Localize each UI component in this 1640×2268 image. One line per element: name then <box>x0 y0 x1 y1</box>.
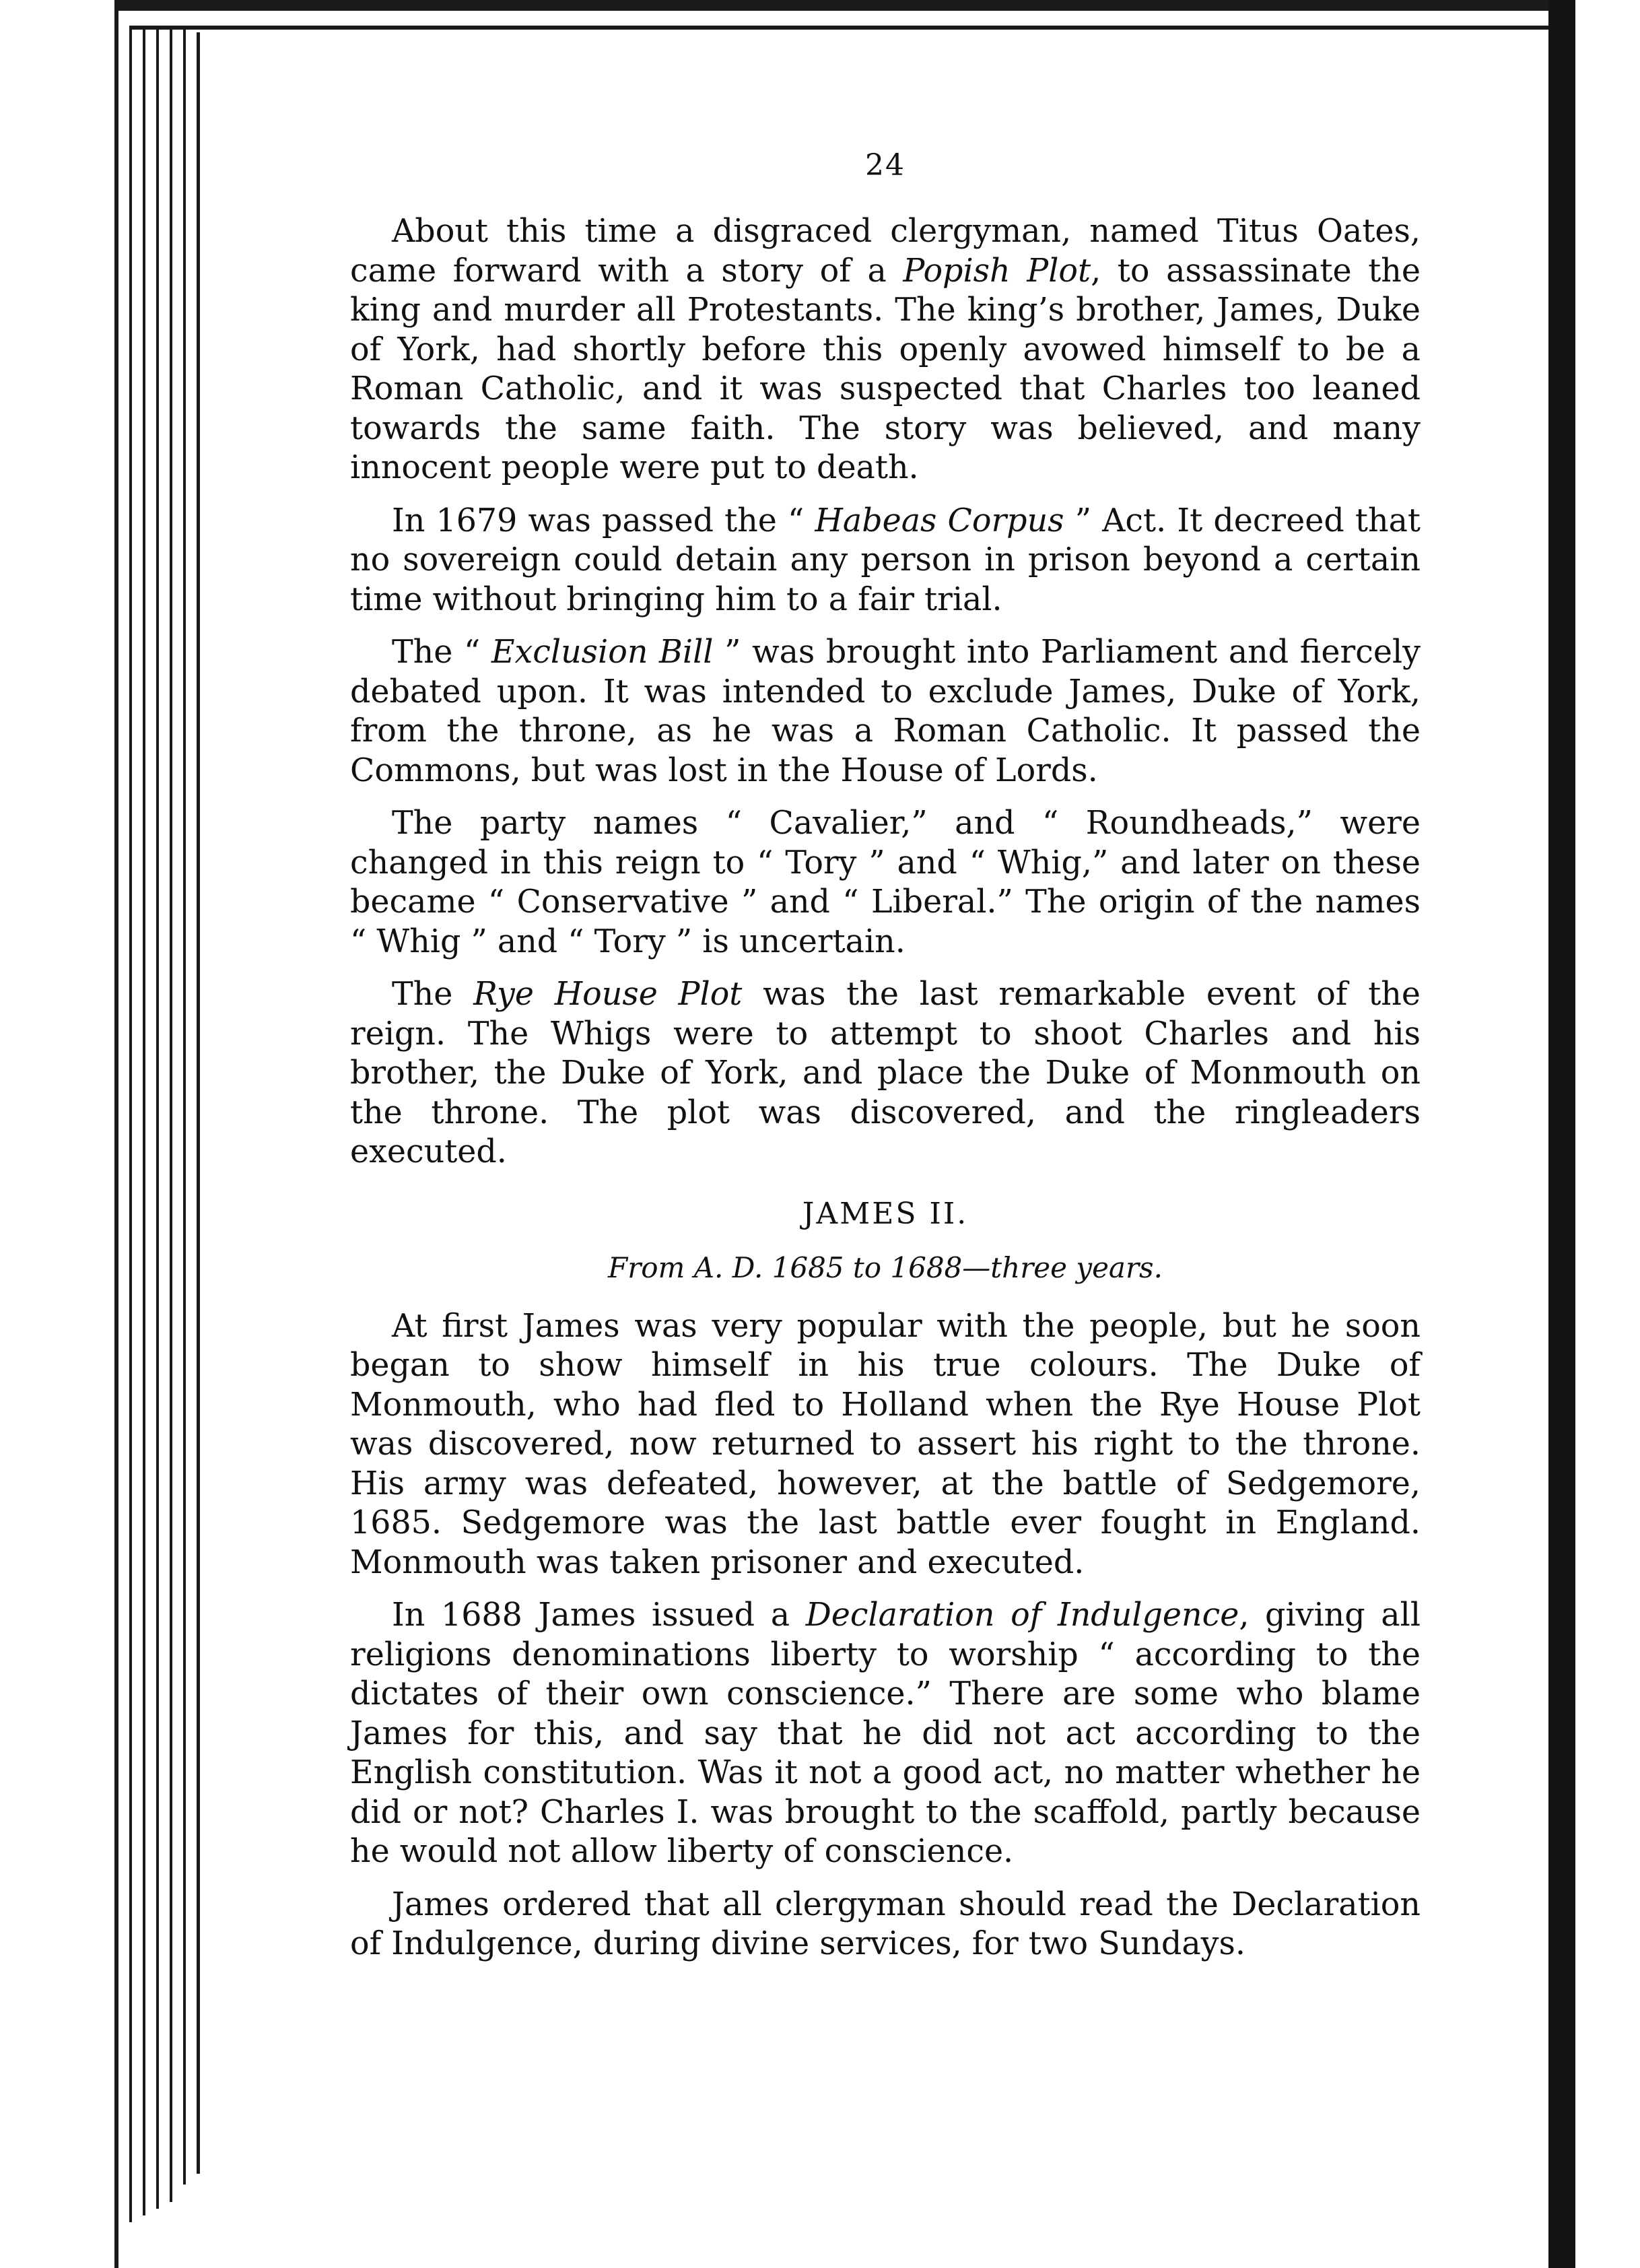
section-subheading: From A. D. 1685 to 1688—three years. <box>608 1250 1163 1284</box>
text-run: About this time a disgraced clergyman, named Titus Oates, came forward with a story of a <box>350 213 1421 290</box>
paragraph <box>350 1886 1421 1964</box>
text-run: At first James was very popular with the people, but he soon began to show himself in his true colours. The Duke of Monmouth, who had fled to Holland when the Rye House Plot was discovered, now returned to assert his right to the throne. His army was defeated, however, at the battle of Sedgemore, 1685. Sedgemore was the last battle ever fought in England. Monmouth was taken prisoner and executed. <box>350 1307 1421 1581</box>
page-top-edge <box>114 0 1562 11</box>
italic-phrase: Popish Plot <box>903 252 1091 290</box>
text-run: The <box>392 976 474 1013</box>
text-run: In 1688 James issued a <box>392 1597 806 1634</box>
text-run: , giving all religions denominations liberty to worship “ according to the dictates of their own conscience.” There are some who blame James for this, and say that he did not act according to the English constitution. Was it not a good act, no matter whether he did or not? Charles I. was brought to the scaffold, partly because he would not allow liberty of conscience. <box>350 1597 1421 1870</box>
page-edge <box>114 0 118 2268</box>
paragraphs-after <box>350 1307 1421 1964</box>
paragraph <box>350 804 1421 962</box>
section-heading: JAMES II. <box>802 1196 969 1231</box>
text-run: In 1679 was passed the “ <box>392 502 815 539</box>
paragraph <box>350 502 1421 620</box>
italic-phrase: Habeas Corpus <box>815 502 1064 539</box>
italic-phrase: Exclusion Bill <box>491 634 714 671</box>
paragraph <box>350 1307 1421 1583</box>
paragraph <box>350 1596 1421 1872</box>
page-number: 24 <box>865 148 906 182</box>
text-run: The “ <box>392 634 491 671</box>
page-edge <box>197 32 200 2174</box>
page-top-edge-inner <box>129 26 1562 30</box>
page-edge <box>156 27 159 2209</box>
italic-phrase: Declaration of Indulgence <box>805 1597 1239 1634</box>
page-edge <box>170 27 172 2202</box>
text-run: ” was brought into Parliament and fiercely debated upon. It was intended to exclude James, Duke of York, from the throne, as he was a Roman Catholic. It passed the Commons, but was lost in the House of Lords. <box>350 634 1421 789</box>
paragraph <box>350 975 1421 1172</box>
text-run: ” Act. It decreed that no sovereign could detain any person in prison beyond a certain time without bringing him to a fair trial. <box>350 502 1421 618</box>
page-edge <box>143 27 145 2215</box>
book-spine-shadow <box>1548 0 1575 2268</box>
page-edge <box>183 30 186 2184</box>
text-run: , to assassinate the king and murder all Protestants. The king’s brother, James, Duke of York, had shortly before this openly avowed himself to be a Roman Catholic, and it was suspected that Charles too leaned towards the same faith. The story was believed, and many innocent people were put to death. <box>350 252 1421 486</box>
text-run: The party names “ Cavalier,” and “ Roundheads,” were changed in this reign to “ Tory ” and “ Whig,” and later on these became “ Conservative ” and “ Liberal.” The origin of the names “ Whig ” and “ Tory ” is uncertain. <box>350 805 1421 960</box>
page-edge <box>129 27 132 2222</box>
page-content <box>350 148 1421 1978</box>
text-run: was the last remarkable event of the reign. The Whigs were to attempt to shoot Charles and his brother, the Duke of York, and place the Duke of Monmouth on the throne. The plot was discovered, and the ringleaders executed. <box>350 976 1421 1170</box>
paragraphs-before <box>350 212 1421 1172</box>
text-run: James ordered that all clergyman should read the Declaration of Indulgence, during divine services, for two Sundays. <box>350 1886 1421 1962</box>
paragraph <box>350 633 1421 791</box>
italic-phrase: Rye House Plot <box>473 976 743 1013</box>
paragraph <box>350 212 1421 488</box>
